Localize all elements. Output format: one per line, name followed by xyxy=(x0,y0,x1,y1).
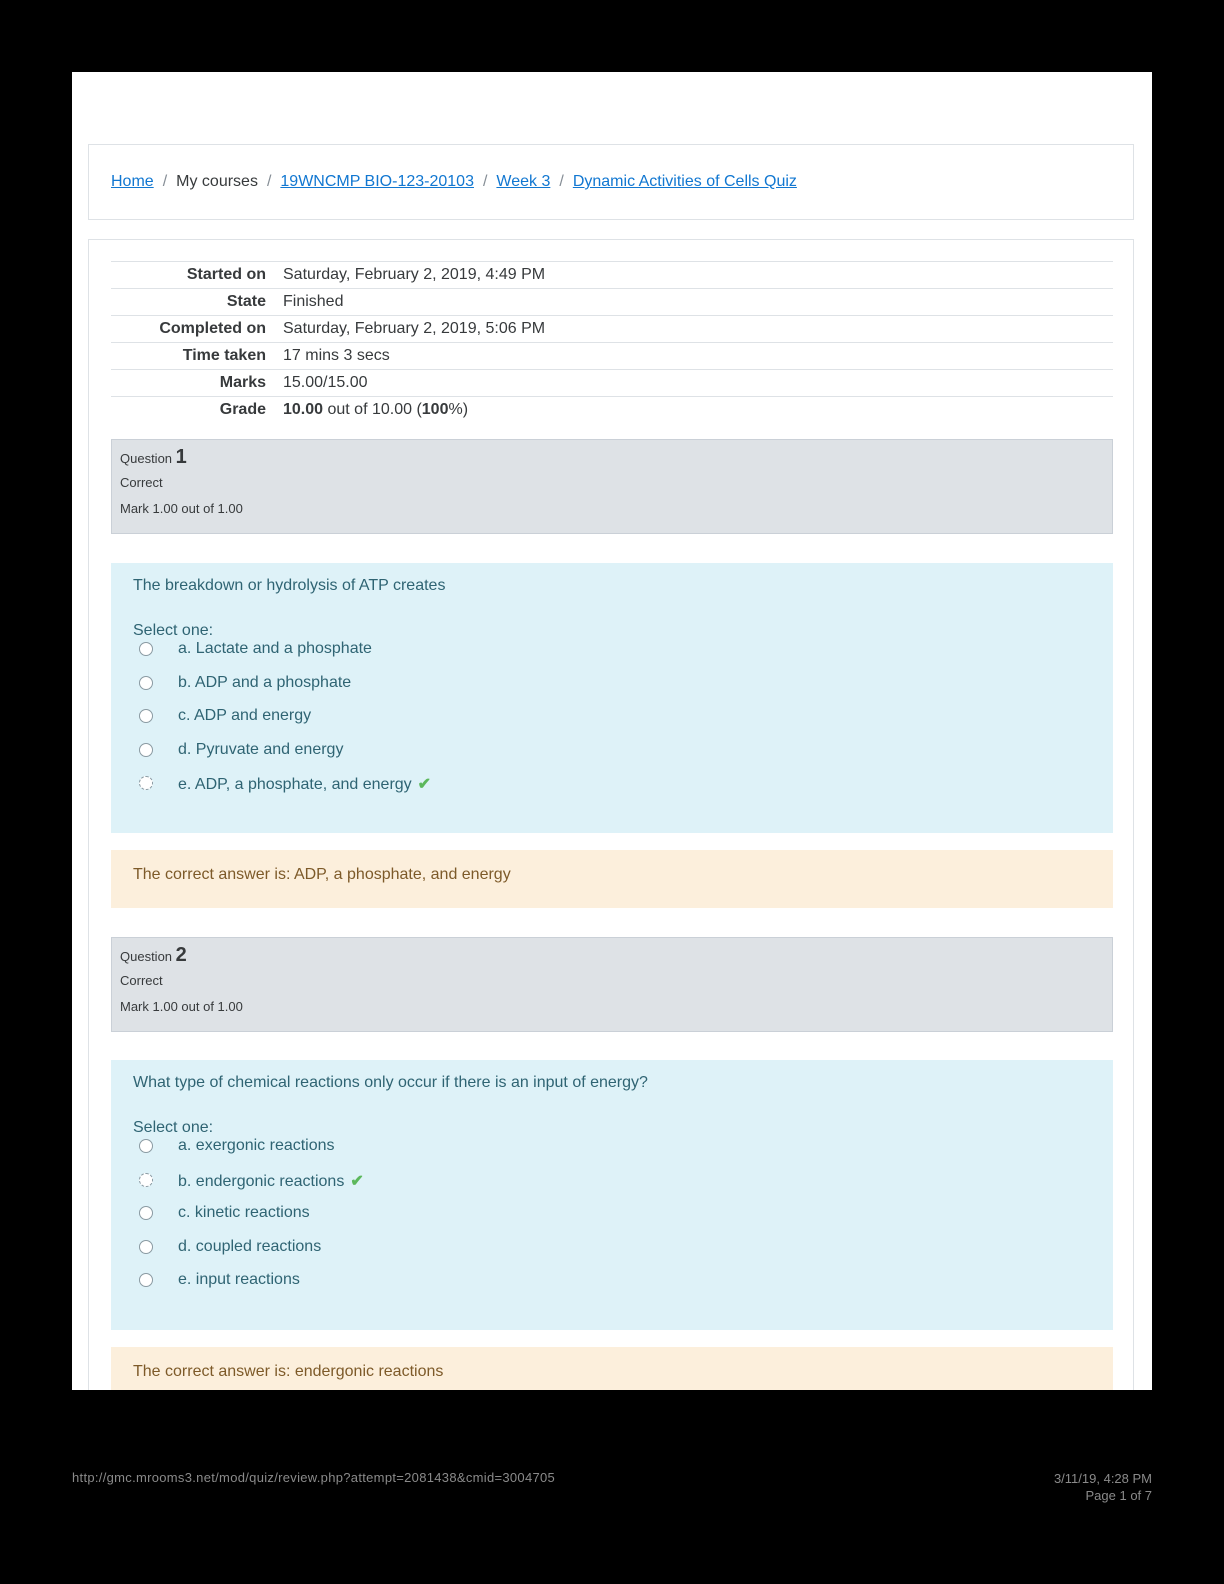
answer-option xyxy=(133,634,1091,668)
breadcrumb-course-link[interactable]: 19WNCMP BIO-123-20103 xyxy=(280,173,474,190)
answer-option-selected xyxy=(133,1165,1091,1199)
answer-radio[interactable] xyxy=(139,642,153,656)
answer-label: b. endergonic reactions xyxy=(178,1172,345,1190)
answer-label: a. exergonic reactions xyxy=(178,1137,335,1154)
summary-row-marks xyxy=(111,370,1113,397)
breadcrumb-separator: / xyxy=(162,173,168,190)
question-label: Question xyxy=(120,949,173,964)
question-text: The breakdown or hydrolysis of ATP creates xyxy=(133,577,446,594)
summary-label: Marks xyxy=(219,374,266,391)
summary-label: Time taken xyxy=(182,347,266,364)
print-footer-meta xyxy=(1054,1470,1152,1504)
print-footer-page: Page 1 of 7 xyxy=(1085,1488,1152,1503)
grade-score: 10.00 xyxy=(283,401,324,419)
answer-option xyxy=(133,1198,1091,1232)
answer-radio[interactable] xyxy=(139,709,153,723)
attempt-summary-table xyxy=(111,261,1113,424)
grade-end: %) xyxy=(448,401,469,419)
summary-value: 15.00/15.00 xyxy=(283,374,368,391)
correct-answer-feedback: The correct answer is: ADP, a phosphate, and energy xyxy=(111,850,1113,908)
answer-radio[interactable] xyxy=(139,676,153,690)
question-info xyxy=(111,937,1113,1032)
question-formulation xyxy=(111,563,1113,833)
answer-option xyxy=(133,735,1091,769)
answer-radio[interactable] xyxy=(139,743,153,757)
print-footer-url: http://gmc.mrooms3.net/mod/quiz/review.php?attempt=2081438&cmid=3004705 xyxy=(72,1470,556,1485)
summary-row-time-taken xyxy=(111,343,1113,370)
summary-label: Started on xyxy=(186,266,266,283)
question-state: Correct xyxy=(120,475,163,490)
answer-label: c. kinetic reactions xyxy=(178,1204,310,1221)
summary-value xyxy=(283,397,1113,424)
summary-value: Saturday, February 2, 2019, 5:06 PM xyxy=(283,320,546,337)
answer-option xyxy=(133,1131,1091,1165)
question-info xyxy=(111,439,1113,534)
answer-radio[interactable] xyxy=(139,1139,153,1153)
summary-label: Completed on xyxy=(159,320,266,337)
select-one-prompt: Select one: xyxy=(133,622,214,639)
breadcrumb xyxy=(88,144,1134,220)
breadcrumb-quiz-link[interactable]: Dynamic Activities of Cells Quiz xyxy=(572,173,797,190)
summary-row-started xyxy=(111,262,1113,289)
answer-label: e. ADP, a phosphate, and energy xyxy=(178,776,412,793)
summary-row-state xyxy=(111,289,1113,316)
summary-row-grade xyxy=(111,397,1113,424)
summary-value: Saturday, February 2, 2019, 4:49 PM xyxy=(283,266,546,283)
answer-option-selected xyxy=(133,768,1091,802)
summary-value: 17 mins 3 secs xyxy=(283,347,390,364)
breadcrumb-separator: / xyxy=(559,173,564,190)
answer-label: c. ADP and energy xyxy=(178,707,312,724)
summary-label: State xyxy=(226,293,266,310)
question-mark: Mark 1.00 out of 1.00 xyxy=(120,501,243,516)
breadcrumb-separator: / xyxy=(266,173,272,190)
answer-label: a. Lactate and a phosphate xyxy=(178,640,372,657)
correct-check-icon: ✔ xyxy=(417,776,432,793)
answer-label-wrap xyxy=(178,1171,364,1191)
select-one-prompt: Select one: xyxy=(133,1119,214,1136)
answer-option xyxy=(133,1232,1091,1266)
answer-label: b. ADP and a phosphate xyxy=(178,673,352,691)
answer-label: d. Pyruvate and energy xyxy=(178,740,344,758)
answer-option xyxy=(133,701,1091,735)
answer-option xyxy=(133,668,1091,702)
answer-radio[interactable] xyxy=(139,1240,153,1254)
answer-option xyxy=(133,1265,1091,1299)
answer-label: d. coupled reactions xyxy=(178,1237,322,1255)
answer-label-wrap xyxy=(178,774,431,794)
question-text: What type of chemical reactions only occur if there is an input of energy? xyxy=(133,1074,648,1091)
print-footer-datetime: 3/11/19, 4:28 PM xyxy=(1053,1471,1152,1486)
breadcrumb-week-link[interactable]: Week 3 xyxy=(496,173,551,190)
breadcrumb-separator: / xyxy=(482,173,488,190)
breadcrumb-my-courses: My courses xyxy=(176,173,258,190)
correct-check-icon: ✔ xyxy=(350,1172,364,1190)
grade-out-of: out of 10.00 ( xyxy=(323,401,422,419)
answer-label: e. input reactions xyxy=(178,1271,300,1288)
answer-radio[interactable] xyxy=(139,1206,153,1220)
question-label: Question xyxy=(120,451,173,466)
summary-value: Finished xyxy=(283,293,344,310)
answer-radio[interactable] xyxy=(139,1273,153,1287)
summary-label: Grade xyxy=(219,401,266,419)
question-formulation xyxy=(111,1060,1113,1330)
question-number: 1 xyxy=(175,446,187,468)
summary-row-completed xyxy=(111,316,1113,343)
correct-answer-feedback: The correct answer is: endergonic reactions xyxy=(111,1347,1113,1390)
answer-radio-selected[interactable] xyxy=(139,776,153,790)
grade-percent: 100 xyxy=(421,401,449,419)
question-state: Correct xyxy=(120,973,163,988)
quiz-review-region xyxy=(88,239,1134,1390)
answer-radio-selected[interactable] xyxy=(139,1173,153,1187)
question-mark: Mark 1.00 out of 1.00 xyxy=(120,999,243,1014)
page xyxy=(72,72,1152,1390)
question-number: 2 xyxy=(175,944,187,966)
breadcrumb-home-link[interactable]: Home xyxy=(111,173,154,190)
